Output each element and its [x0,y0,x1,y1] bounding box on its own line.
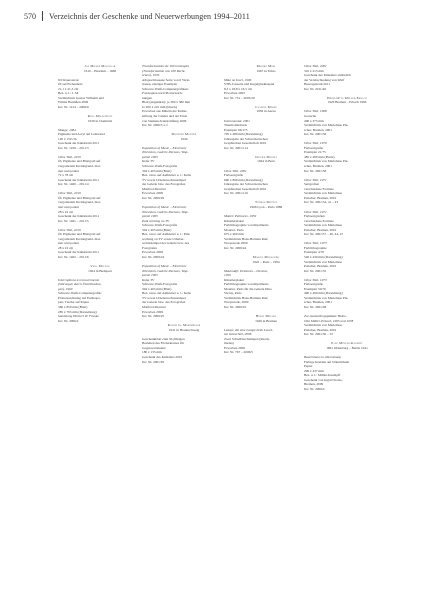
entry-line: Ohne Titel, 1971 [304,177,327,182]
catalogue-entry [142,64,226,128]
catalogue-entry [58,128,142,151]
entry-line: Ohne Titel, 2001 [224,168,247,173]
catalogue-entry [304,278,390,310]
entry-line: vergoldetem Kreidegrund, mat- [58,200,101,205]
entry-line: Serigrafien [304,182,320,187]
entry-line: Inv. Nr. 2009/44 [224,245,247,250]
entry-line: Jahresgabe der Schweizerischen [224,136,268,141]
entry-line: Manfred Montwé [142,304,166,309]
entry-line: scher, Bremen, 2001 [304,164,332,169]
entry-line: Inv. Nr. 2001/36 [304,168,327,173]
catalogue-entry [224,328,308,355]
entry-line: Lampe, die eine Lampe beim Leuch- [224,327,274,332]
entry-line: Farblithographie [304,245,327,250]
catalogue-entry [224,119,308,151]
entry-line: 304 x 405 mm (Blatt) [142,286,172,291]
entry-line: Television, Galerie Parnass, Wup- [142,150,189,155]
entry-line: Schwarz-Weiß-Fotografie [142,282,178,287]
entry-line: Paik working on TV [142,218,170,223]
entry-line: Miko no Inori, 1996 [224,77,252,82]
entry-line: Öl, Pigmente und Blattgold auf [58,159,101,164]
entry-line: (Transformation von 160 Recht- [142,68,186,73]
entry-line: 400 x 375 mm [304,118,324,123]
entry-line: Farbige Kreiden auf bräunlichem [304,359,350,364]
entry-line: Instrumental, 2001 [224,118,250,123]
entry-line: Sammlung Herbert W. Franke [58,314,99,319]
entry-line: Inv. Nr. 1459 – 2011/3 [58,145,89,150]
entry-line: verschiedene Formate [304,218,334,223]
entry-line: Bez. u. l.: Müller-Kaempff [304,373,341,378]
entry-line: Geschenkblatt zum 50-jährigen [142,336,185,341]
artist-dates: 1906 Lyon – Paris 1988 [249,204,283,209]
entry-line: Vermächtnis Gustav Wilhelm und [58,95,104,100]
entry-line: Farbserigrafie [224,173,244,178]
entry-line: nungen [142,95,152,100]
artist-name: Claudio Moser [255,104,277,109]
entry-line: Bremen, 2009 [304,382,324,387]
artist-heading [58,114,142,123]
entry-line: pier, Tusche auf Papier [58,300,90,305]
entry-line: Blatt (ungekürzt): je 390 x 380 mm [142,100,191,105]
entry-line: Vermächtnis von Marieliese Put- [304,123,349,128]
entry-line: Worpswede, 2009 [224,300,249,305]
artist-dates: 1861 Oldenburg – Berlin 1941 [326,345,368,350]
artist-dates: 1967 in Tokio [256,68,276,73]
entry-line: Putscher, Bremen, 2001 [304,227,337,232]
artist-heading [142,132,226,141]
entry-line: Bez. verso auf Aufkleber u. l.: Paik [142,232,190,237]
entry-line: vergoldetem Kreidegrund, mat- [58,164,101,169]
entry-line: Bez. verso auf Aufkleber u. l.: Kuba [142,173,192,178]
catalogue-entry [58,191,142,223]
catalogue-entry [58,155,142,187]
entry-line: Bestehen des Förderkreises für [142,341,184,346]
catalogue-entry [58,228,142,260]
entry-line: Geschenk von Ingrid Stolze, [304,377,343,382]
catalogue-entry [58,78,142,110]
column-1 [58,64,142,328]
column-3 [224,64,308,360]
catalogue-entry [304,109,390,136]
catalogue-entry [142,337,226,364]
catalogue-entry [142,205,226,260]
entry-line: Fotografen [142,245,157,250]
entry-line: Vermächtnis von Marieliese Put- [304,295,349,300]
entry-line: Inv. Nr. 2011/46 [304,86,327,91]
entry-line: Inv. Nr. 2009/45 [224,304,247,309]
catalogue-entry [224,214,308,250]
entry-line: Inv. Nr. 2001/34, 41 – 43 [304,200,339,205]
entry-line: 72 x 78 cm [58,173,74,178]
catalogue-entry [224,269,308,310]
entry-line: 660 x 860 mm (Darstellung) [224,177,263,182]
entry-line: 540 x 430 mm (Darstellung) [304,254,343,259]
entry-line: 675 x 460 mm [224,232,244,237]
entry-line: Transformations de 160 rectangles [142,64,190,68]
entry-line: Vermächtnis von Marieliese [304,323,343,328]
artist-dates: 1920 Bremen – Erbach 1984 [327,100,367,105]
artist-name: Olivier Mosset [255,154,277,159]
artist-name: Paul Müller-Kaempff [331,341,363,346]
artist-name: Marcel Mouloudji [252,254,280,259]
entry-line: Ohne Titel, 2010 [58,191,81,196]
entry-line: mades) [224,341,234,346]
entry-line: 120 x 150 cm [58,136,77,141]
entry-line: Farbserigrafie [304,282,324,287]
entry-line: Graphischen Gesellschaft 2001 [224,186,267,191]
entry-line: Inv. Nr. 1460 – 2011/4 [58,182,89,187]
column-4 [304,64,390,396]
entry-line: gen), 1969 [58,286,73,291]
entry-line: Öl, Pigmente und Blattgold auf [58,195,101,200]
entry-line: Künstlerplakat [224,277,244,282]
catalogue-entry [142,264,226,319]
entry-line: von Siemens Kunststiftung 2006 [142,118,187,123]
entry-line: Erworben 2009 [142,309,163,314]
artist-dates: 1610 – Haarlem – 1668 [83,68,116,73]
entry-line: Inv. Nr. 2001/65 [142,359,165,364]
entry-line: Je 200 x 210 mm (Druck) [142,104,177,109]
artist-name: Horst Müller [255,314,277,319]
entry-line: tiert und poliert [58,241,80,246]
entry-line: Television, Galerie Parnass, Wup- [142,209,189,214]
entry-line: Graphischen Gesellschaft 2001 [224,141,267,146]
entry-line: Thermotintdruck [224,123,247,128]
entry-line: Fotokopien nach Plotterzeich- [142,91,183,96]
entry-line: Kuba TV [142,277,155,282]
running-title: Verzeichnis der Geschenke und Neuerwerbungen 1994–2011 [49,11,250,21]
entry-line: 285 x 765 mm (Darstellung) [58,309,97,314]
entry-line: Erworben aus Mitteln der Kultur- [142,109,188,114]
header-divider [42,11,43,21]
entry-line: Putscher, Bremen, 2001 [304,195,337,200]
entry-line: Pigmente und Acryl auf Leinwand [58,132,105,137]
entry-line: Bez. verso auf Aufkleber u. l.: Kuba [142,291,192,296]
artist-name: Jan Miense Molenaar [84,64,116,68]
catalogue-entry [304,64,390,91]
catalogue-entry [304,314,390,337]
entry-line: Vermächtnis von Marieliese [304,259,343,264]
artist-name: Mariko Mori [256,64,276,68]
artist-dates: 1949 in Bremen [255,318,277,323]
entry-line: Kuba TV [142,159,155,164]
artist-dates: 1941 in Braunschweig [168,327,200,332]
entry-line: (Störungen durch Überblendun- [58,282,102,287]
entry-line: Ohne Titel, 1970 [304,141,327,146]
entry-line: Albgeschlossene Serie von 6 Varia- [142,77,191,82]
catalogue-entry [304,141,390,173]
entry-line: Television, Galerie Parnass, Wup- [142,268,189,273]
artist-name: Rainer G. Mordmüller [167,323,201,328]
entry-line: Ohne Titel, 1973 [304,241,327,246]
entry-line: Mourlot, Paris für die Galerie Dina [224,286,272,291]
entry-line: Putscher, Bremen, 2001 [304,327,337,332]
entry-line: Worpswede 2009 [224,241,248,246]
entry-line: Wilma Harmßen 2006 [58,100,89,105]
entry-line: Erworben 2006 [224,345,245,350]
entry-line: Geschenk des Künstlers 2001 [142,355,183,359]
entry-line: Mouloudji: Peintures – Dessins, [224,268,268,273]
entry-line: 1950 [224,273,231,278]
entry-line: scher, Bremen, 2001 [304,300,332,305]
entry-line: VHS-Cassette und Kugelglasklaspiel [224,82,275,87]
entry-line: Exposition of Music – Electronic [142,204,187,209]
entry-line: 296 x 437 mm [304,368,324,373]
entry-line: Farblithographie von Imprimerie [224,282,269,287]
artist-heading [224,155,308,164]
artist-heading [58,64,142,73]
entry-line: Inv. Nr. 1462 – 2011/6 [58,254,89,259]
entry-line: 180 x 135 mm [142,350,162,355]
entry-line: TV sowie Urheberrechtsstempel [142,177,186,182]
entry-line: 310 x 215 mm [304,68,324,73]
catalogue-entry [224,78,308,101]
entry-line: Vermächtnis von Marieliese [304,223,343,228]
entry-line: Inv. Nr. 2006/2 [58,318,79,323]
entry-line: tiert und poliert [58,204,80,209]
entry-line: der Galerie bzw. des Fotografen [142,300,186,305]
entry-line: Manfred Montwé [142,186,166,191]
entry-line: Inv. Nr. 2001/50 – 53 [304,332,333,337]
entry-line: Vermächtnis Hans-Herman Rief, [224,236,269,241]
catalogue-entry [304,241,390,273]
entry-line: Ohne Titel, 2010 [58,154,81,159]
entry-line: 28 x 22 cm [58,209,74,214]
entry-line: Putscher, Bremen, 2001 [304,264,337,269]
entry-line: Ohne Titel, 2010 [58,227,81,232]
entry-line: Exemplar 96/175 [224,127,248,132]
entry-line: Ohne Titel, 1968 [304,109,327,114]
entry-line: Vermächtnis von Marieliese Put- [304,159,349,164]
entry-line: Schwarz-Weiß-Fotografie [142,164,178,169]
artist-heading [224,314,308,323]
entry-line: Bauernhaus in Ahrenshoop [304,355,341,359]
entry-line: Zur Ausstellungsplakate Heinz- [304,314,347,319]
entry-line: Geschenk der Künstlerin 2011 [58,177,100,182]
entry-line: working on TV sowie Urheber- [142,236,185,241]
entry-line: TV sowie Urheberrechtsstempel [142,295,186,300]
entry-line: 304 x 405 mm (Blatt) [142,168,172,173]
artist-dates: 1922 – Paris – 1994 [252,259,280,264]
entry-line: Ohne Titel, 1971 [304,209,327,214]
catalogue-entry [304,355,390,391]
entry-line: Erworben 2003 [224,91,245,96]
entry-line: Ohne Titel, 2001 [304,64,327,68]
entry-line: vergoldetem Kreidegrund, mat- [58,236,101,241]
entry-line: Inv. Nr. 2009/24 [142,254,165,259]
entry-line: 304 x 405 mm (Blatt) [142,227,172,232]
entry-line: Geschenk der Künstlerin 2011 [58,250,100,255]
entry-line: Wirtshausszene [58,77,79,82]
entry-line: Schwarz-Weiß-Fotografie [142,223,178,228]
catalogue-entry [304,178,390,205]
entry-line: Gouache [304,114,317,119]
entry-line: pertal 1963 [142,154,158,159]
entry-line: Inv. Nr. 751 – 2003/20 [224,95,255,100]
entry-line: Inv. Nr. 2001/37 – 40, 44, 47 [304,232,344,237]
entry-line: ecken), 1976 [142,73,160,78]
entry-line: Geschenk der Künstlerin 2011 [58,141,100,146]
entry-line: Inv. Nr. 767 – 2006/5 [224,350,253,355]
entry-line: pertal 1963 [142,214,158,219]
artist-name: Thomas Mottet [254,200,278,205]
entry-line: 8,3 x 18,8 x 16,5 cm [224,86,252,91]
entry-line: Erworben 2009 [142,191,163,196]
entry-line: Bez. u. l.: J. M. [58,91,79,96]
entry-line: Exposition of Music – Electronic [142,264,187,269]
entry-line: Plotterzeichnung auf Endlospa- [58,295,101,300]
entry-line: Schwarz-Weiß-Computergrafik: [58,291,102,296]
artist-dates: 1924 in Budapest [88,268,112,273]
entry-line: rechtsstempel der Galerie bzw. des [142,241,190,246]
entry-line: 485 x 490 mm (Platte) [304,154,335,159]
artist-heading [224,64,308,73]
artist-name: Manfred Montwé [171,132,197,137]
catalogue-entry [224,169,308,196]
entry-line: tionen, einziges Exemplar [142,82,178,87]
catalogue-columns [0,64,445,594]
artist-name: Heinz-Otto Müller-Erbach [327,95,367,100]
entry-line: Inv. Nr. 2001/36 [304,132,327,137]
entry-line: Exemplar 4/70 [304,250,325,255]
catalogue-entry [58,278,142,323]
entry-line: 490 x 490 mm (Darstellung) [304,291,343,296]
entry-line: scher, Bremen, 2001 [304,127,332,132]
entry-line: Inv. Nr. 2001/114 [224,145,248,150]
artist-name: Vera Molnar [90,264,110,269]
entry-line: pertal 1963 [142,273,158,278]
entry-line: Inv. Nr. 2001/116 [224,191,248,196]
artist-heading [224,255,308,264]
entry-line: Inv. Nr. 2009/25 [142,314,165,319]
entry-line: Mottet: Peintures, 1959 [224,214,257,219]
entry-line: Jahresgabe der Schweizerischen [224,182,268,187]
entry-line: Künstlerplakat [224,218,244,223]
artist-dates: 1959 in Aarau [256,109,276,114]
entry-line: Vierny, Paris [224,291,242,296]
entry-line: Interruptions à recouvrements [58,277,99,282]
entry-line: Inv. Nr. 2006/3 a–f [142,123,168,128]
entry-line: ten beleuchtet, 2006 [224,332,252,337]
entry-line: Ohne Titel, 1973 [304,277,327,282]
entry-line: Exemplar 50/70 [304,286,326,291]
catalogue-entry [142,146,226,201]
artist-heading [58,264,142,273]
entry-line: 705 x 489 mm (Darstellung) [224,132,263,137]
entry-line: Exposition of Music – Electronic [142,145,187,150]
entry-line: Inv. Nr. 1461 – 2011/5 [58,218,89,223]
artist-dates: 1940 [180,136,188,141]
entry-line: Erworben 2009 [142,250,163,255]
entry-line: der Verabschiedung von Wulf [304,77,345,82]
entry-line: Schwarz-Weiß-Computergrafiken: [142,86,189,91]
entry-line: Inv. Nr. 1414 – 2006/6 [58,104,89,109]
entry-line: Geschenk des Künstlers anlässlich [304,73,351,78]
entry-line: Öl, Pigmente und Blattgold auf [58,232,101,237]
entry-line: Zwei Schreibtischlampen (Ready- [224,336,271,341]
entry-line: Otto Müller-Erbach, 1965 und 1978 [304,318,354,323]
page-header [24,9,425,23]
entry-line: Mourlot, Paris [224,227,244,232]
catalogue-entry [304,210,390,237]
entry-line: Papier [304,364,313,369]
page-number: 570 [24,11,36,21]
entry-line: Farbserigrafie [304,145,324,150]
entry-line: verschiedene Formate [304,186,334,191]
artist-heading [304,96,390,105]
artist-heading [224,105,308,114]
artist-heading [142,323,226,332]
artist-name: Rosa Möllenhoff [87,114,113,119]
entry-line: Gegenwartskunst [142,345,166,350]
entry-line: Farbserigrafien [304,214,325,219]
entry-line: 21,1 x 21,3 cm [58,86,79,91]
entry-line: 28 x 22 cm [58,245,74,250]
entry-line: Exemplar 21/75 [304,150,326,155]
entry-line: Inv. Nr. 2001/35 [304,268,327,273]
entry-line: 360 x 850 mm (Blatt) [58,304,88,309]
entry-line: stiftung der Länder und der Ernst [142,114,188,119]
column-2 [142,64,226,369]
entry-line: Vermächtnis von Marieliese [304,191,343,196]
entry-line: Öl auf Eichenholz [58,82,83,87]
entry-line: Geschenk der Künstlerin 2011 [58,214,100,219]
entry-line: Muage, 1984 [58,127,76,132]
entry-line: Inv. Nr. 2009/4 [304,386,325,391]
entry-line: Herzogenrath 2011 [304,82,330,87]
artist-dates: 1939 in Chemnitz [87,118,113,123]
entry-line: der Galerie bzw. des Fotografen [142,182,186,187]
entry-line: Inv. Nr. 2009/26 [142,195,165,200]
entry-line: Vermächtnis Hans-Herman Rief, [224,295,269,300]
entry-line: Farblithographie von Imprimerie [224,223,269,228]
entry-line: Inv. Nr. 2001/48 [304,304,327,309]
artist-dates: 1944 in Bern [257,159,275,164]
artist-heading [224,200,308,209]
entry-line: tiert und poliert [58,168,80,173]
artist-heading [304,341,390,350]
